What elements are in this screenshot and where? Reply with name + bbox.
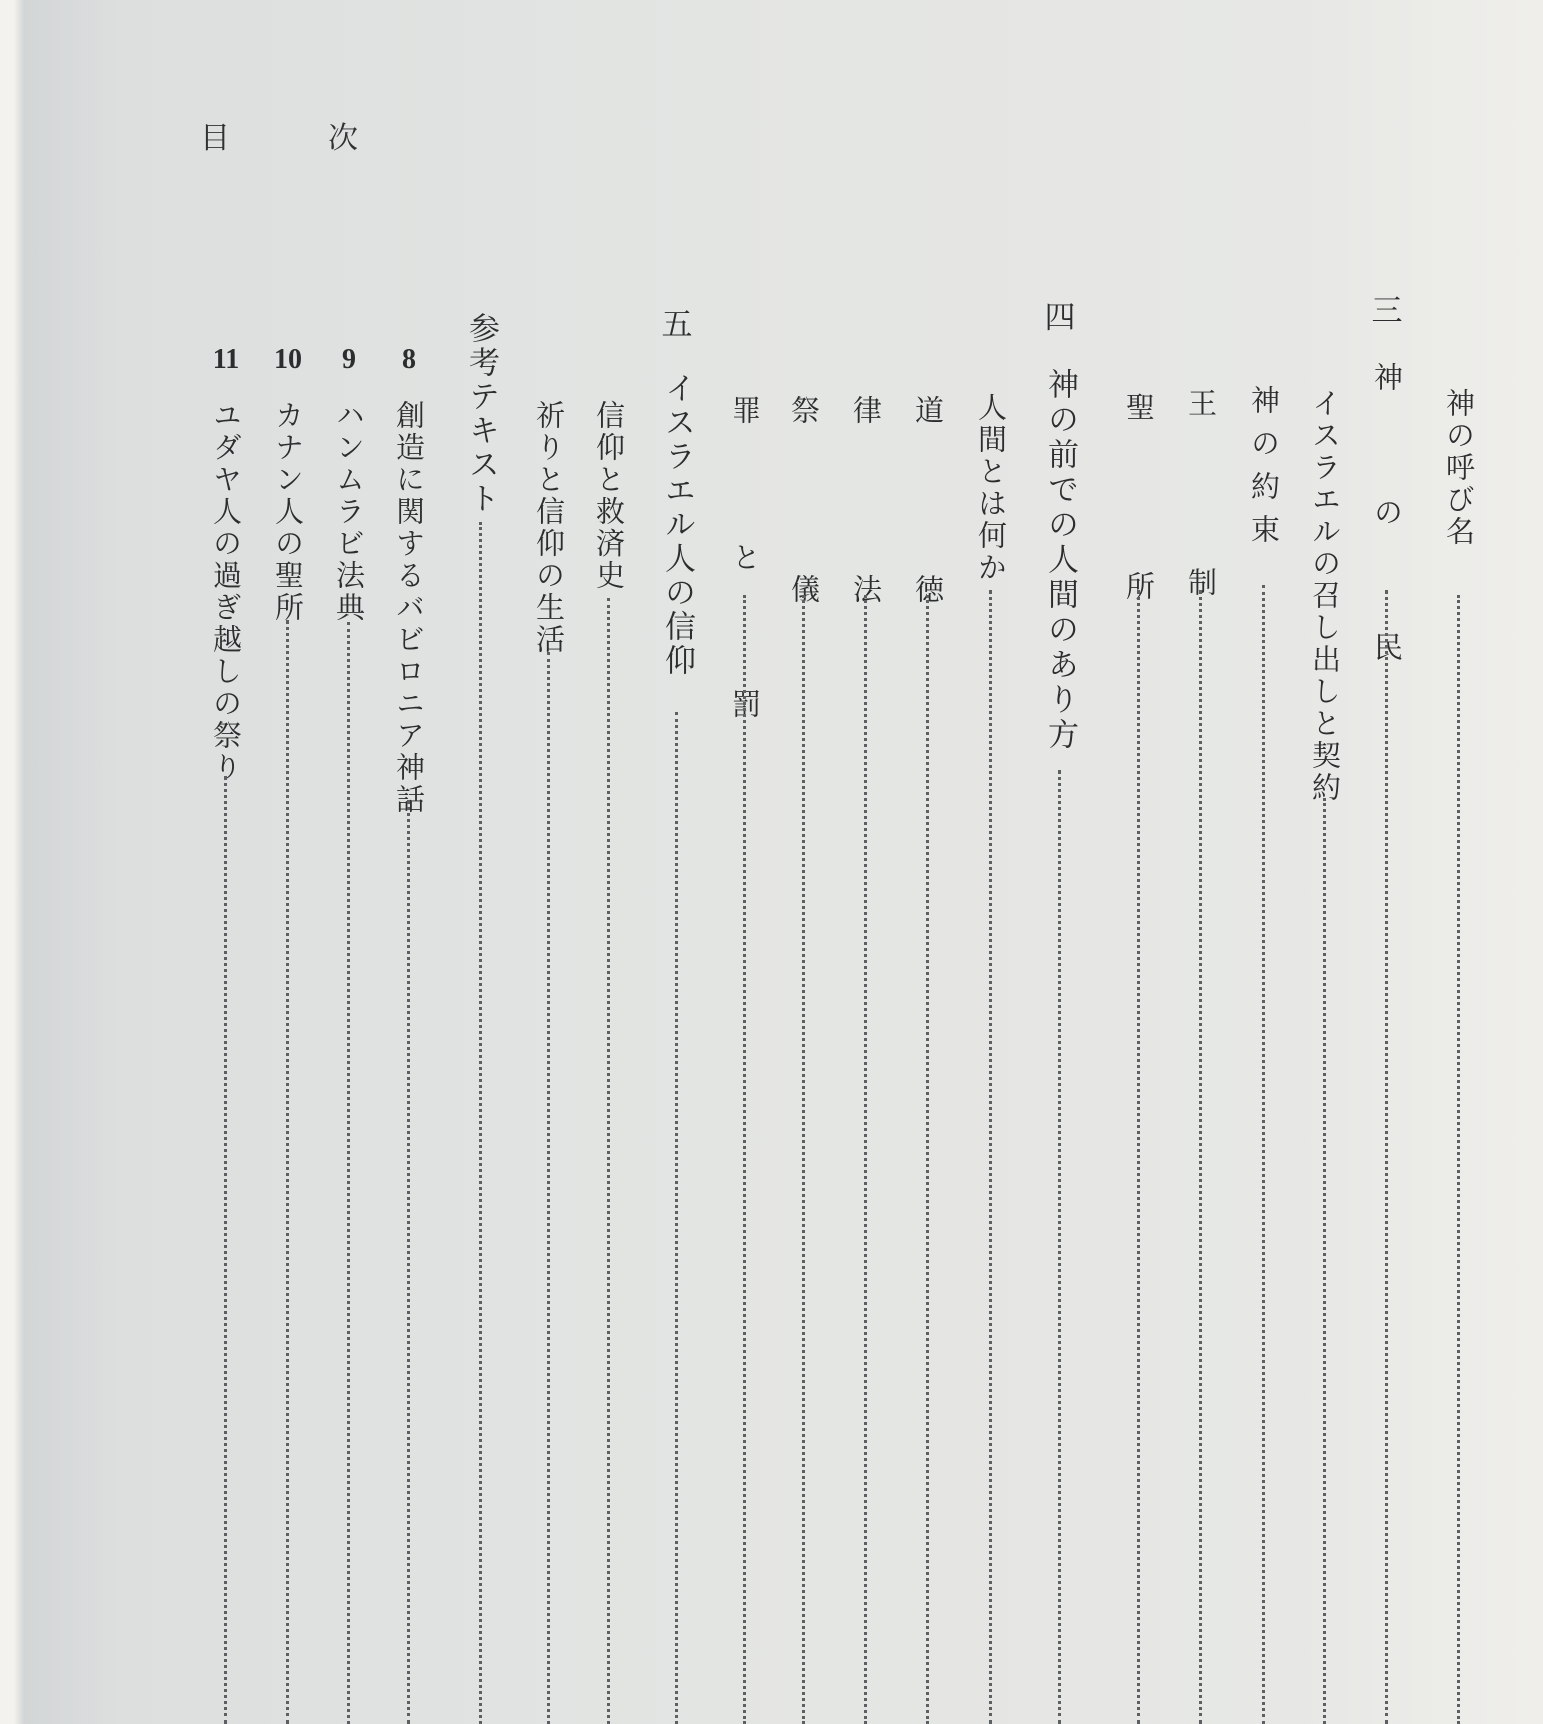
entry-title: 道 徳 [911, 395, 945, 661]
dot-leader [607, 598, 610, 1724]
entry-title: 神 の 民 [1370, 362, 1404, 697]
toc-entry [720, 0, 770, 1724]
appendix-number: 10 [274, 344, 302, 375]
toc-entry [966, 0, 1016, 1724]
chapter-number: 三 [1371, 293, 1403, 329]
entry-title: 祭 儀 [787, 395, 821, 661]
toc-entry [1434, 0, 1484, 1724]
toc-entry [1300, 0, 1350, 1724]
toc-entry [841, 0, 891, 1724]
dot-leader [224, 776, 227, 1724]
dot-leader [1137, 590, 1140, 1724]
dot-leader [1058, 770, 1061, 1724]
entry-title: 聖 所 [1122, 392, 1156, 658]
entry-title: ユダヤ人の過ぎ越しの祭り [209, 400, 243, 784]
toc-entry [1239, 0, 1289, 1724]
dot-leader [286, 620, 289, 1724]
dot-leader [1457, 595, 1460, 1724]
appendix-number: 8 [402, 344, 416, 375]
entry-title: 神の前での人間のあり方 [1042, 368, 1078, 753]
toc-entry [903, 0, 953, 1724]
dot-leader [675, 712, 678, 1724]
entry-title: 王 制 [1184, 388, 1218, 654]
toc-entry [524, 0, 574, 1724]
dot-leader [743, 595, 746, 1724]
appendix-number: 11 [212, 344, 240, 375]
dot-leader [802, 595, 805, 1724]
dot-leader [1262, 585, 1265, 1724]
toc-entry [779, 0, 829, 1724]
dot-leader [926, 595, 929, 1724]
entry-title: 参考テキスト [463, 312, 499, 516]
toc-entry [384, 0, 434, 1724]
dot-leader [1323, 798, 1326, 1724]
entry-title: カナン人の聖所 [271, 400, 305, 624]
entry-title: イスラエル人の信仰 [659, 372, 695, 678]
appendix-number: 9 [342, 344, 356, 375]
toc-entry [1362, 0, 1412, 1724]
dot-leader [864, 595, 867, 1724]
entry-title: 律 法 [849, 395, 883, 661]
entry-title: 祈りと信仰の生活 [532, 400, 566, 656]
dot-leader [547, 652, 550, 1724]
entry-title: イスラエルの召し出しと契約 [1308, 388, 1342, 804]
heading-char-1: 目 [200, 121, 230, 156]
entry-title: 信仰と救済史 [592, 400, 626, 592]
toc-entry [652, 0, 702, 1724]
chapter-number: 五 [661, 307, 693, 343]
toc-entry [456, 0, 506, 1724]
entry-title: 神の呼び名 [1442, 388, 1476, 548]
entry-title: 人間とは何か [974, 392, 1008, 584]
dot-leader [479, 522, 482, 1724]
dot-leader [1385, 590, 1388, 1724]
chapter-number: 四 [1044, 300, 1076, 336]
toc-entry [324, 0, 374, 1724]
dot-leader [989, 590, 992, 1724]
toc-entry [1035, 0, 1085, 1724]
entry-title: 創造に関するバビロニア神話 [392, 400, 426, 816]
toc-entry [1176, 0, 1226, 1724]
heading-char-2: 次 [328, 121, 358, 156]
entry-title: 罪 と 罰 [728, 395, 762, 760]
toc-entry [1114, 0, 1164, 1724]
toc-entry [584, 0, 634, 1724]
dot-leader [347, 622, 350, 1724]
toc-entry [263, 0, 313, 1724]
toc-entry [201, 0, 251, 1724]
dot-leader [407, 800, 410, 1724]
entry-title: 神の約束 [1247, 385, 1281, 557]
entry-title: ハンムラビ法典 [332, 400, 366, 624]
dot-leader [1199, 590, 1202, 1724]
